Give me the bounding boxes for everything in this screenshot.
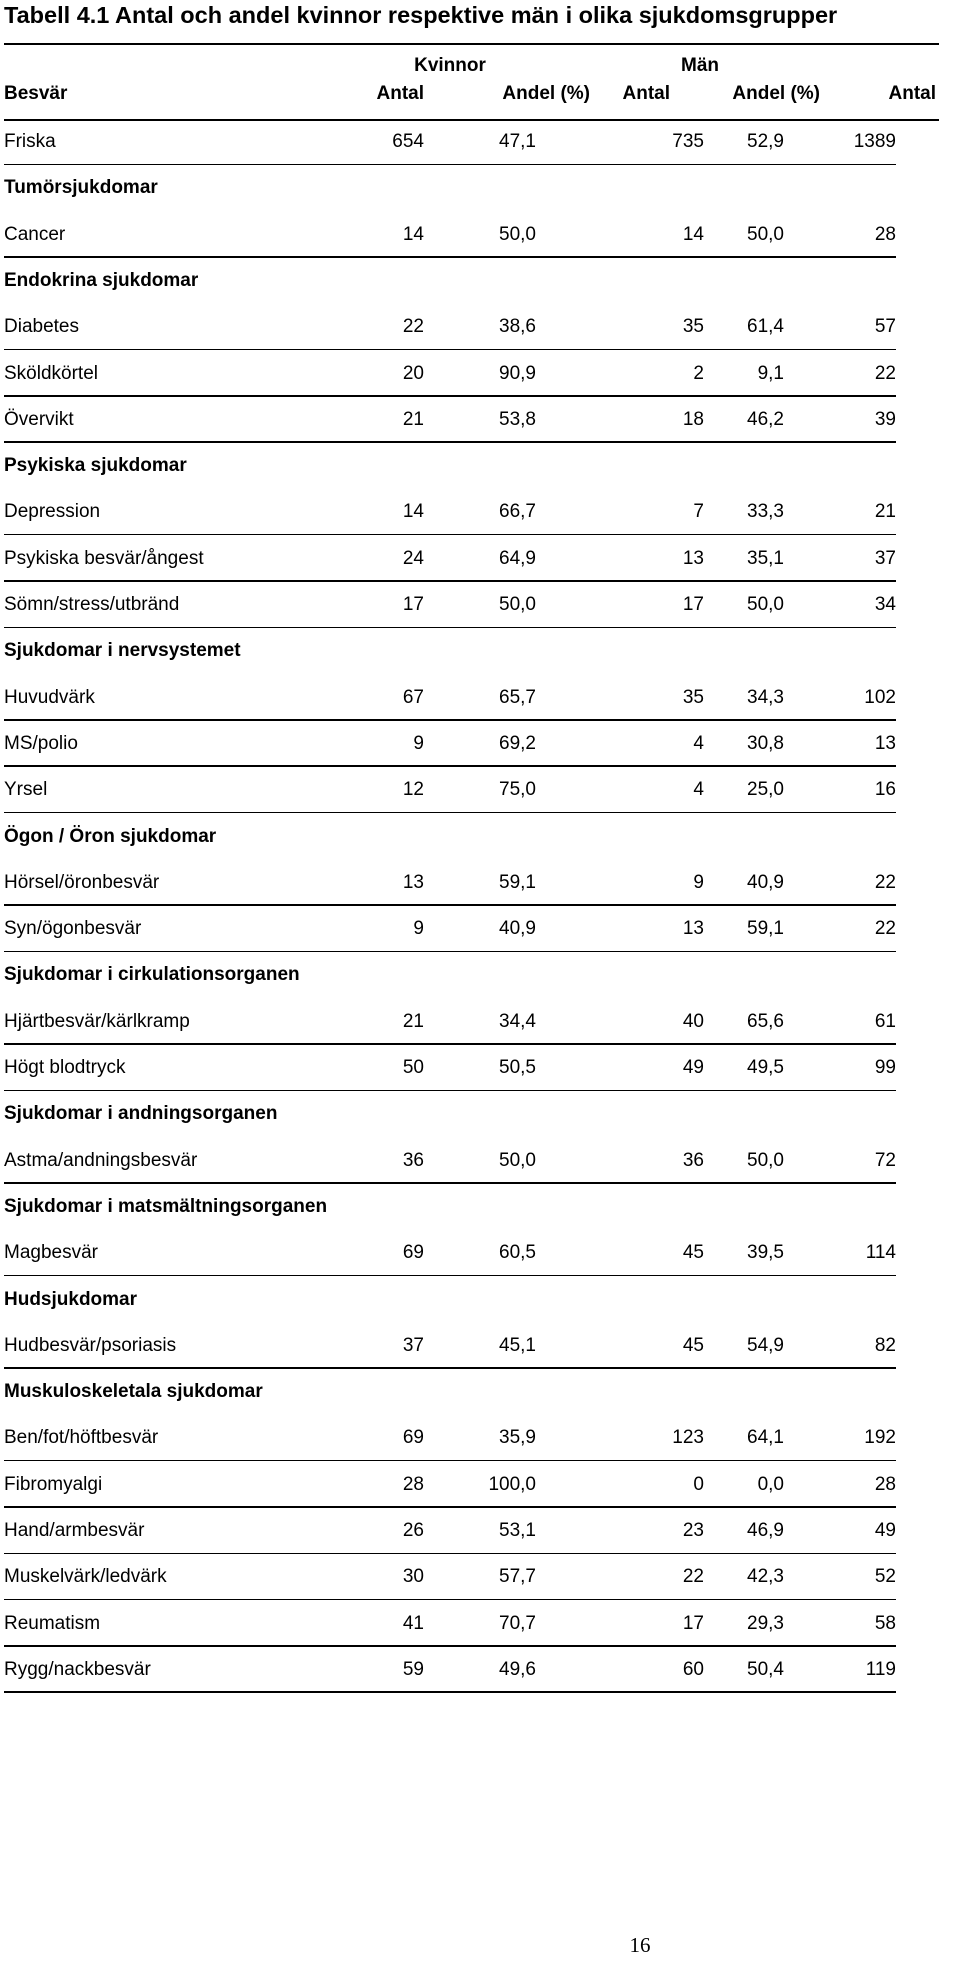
cell-antal-kvinnor: 36 — [402, 1149, 424, 1171]
cell-antal-kvinnor: 14 — [402, 501, 424, 523]
header-antal-man: Antal — [622, 83, 670, 104]
cell-andel-man: 30,8 — [747, 732, 784, 754]
cell-andel-kvinnor: 53,8 — [499, 408, 536, 430]
header-antal-total: Antal — [888, 83, 936, 104]
table-row — [0, 1647, 960, 1693]
category-label: Sjukdomar i andningsorganen — [4, 1103, 278, 1125]
cell-antal-man: 23 — [682, 1520, 704, 1541]
header-andel-man: Andel (%) — [732, 83, 820, 104]
cell-antal-total: 99 — [874, 1057, 896, 1078]
cell-antal-total: 13 — [874, 732, 896, 754]
category-label: Ögon / Öron sjukdomar — [4, 825, 217, 847]
cell-andel-man: 35,1 — [747, 547, 784, 569]
cell-antal-man: 13 — [682, 918, 704, 940]
row-label: Cancer — [4, 223, 66, 245]
cell-andel-man: 64,1 — [747, 1427, 784, 1449]
category-row — [0, 628, 960, 674]
cell-antal-kvinnor: 24 — [402, 547, 424, 569]
row-label: Hörsel/öronbesvär — [4, 871, 160, 893]
cell-antal-kvinnor: 17 — [402, 594, 424, 615]
cell-antal-man: 4 — [693, 732, 704, 754]
table-row — [0, 304, 960, 350]
cell-antal-kvinnor: 14 — [402, 223, 424, 245]
header-andel-kvinnor: Andel (%) — [502, 83, 590, 104]
cell-antal-man: 7 — [693, 501, 704, 523]
cell-antal-man: 123 — [672, 1427, 704, 1449]
cell-antal-total: 114 — [865, 1242, 896, 1264]
category-label: Sjukdomar i cirkulationsorganen — [4, 964, 300, 986]
row-label: Reumatism — [4, 1612, 101, 1634]
row-label: Friska — [4, 131, 56, 152]
cell-andel-man: 50,0 — [747, 1149, 784, 1171]
row-label: Fibromyalgi — [4, 1473, 103, 1495]
header-antal-kvinnor: Antal — [376, 83, 424, 104]
table-row — [0, 1601, 960, 1647]
table-row — [0, 397, 960, 443]
header-group-man: Män — [681, 55, 719, 76]
cell-andel-man: 65,6 — [747, 1010, 784, 1032]
table-row — [0, 351, 960, 397]
cell-antal-man: 0 — [693, 1473, 704, 1495]
cell-andel-man: 34,3 — [747, 686, 784, 708]
cell-antal-total: 1389 — [853, 131, 896, 152]
table-row — [0, 999, 960, 1045]
title-rule — [4, 43, 939, 45]
cell-antal-man: 17 — [682, 1612, 704, 1634]
cell-antal-kvinnor: 67 — [402, 686, 424, 708]
cell-andel-kvinnor: 65,7 — [499, 686, 536, 708]
cell-andel-man: 54,9 — [747, 1334, 784, 1356]
cell-andel-kvinnor: 47,1 — [499, 131, 536, 152]
cell-antal-total: 61 — [874, 1010, 896, 1032]
row-label: Psykiska besvär/ångest — [4, 547, 204, 569]
cell-andel-kvinnor: 50,0 — [499, 594, 536, 615]
table-row — [0, 906, 960, 952]
table-row — [0, 582, 960, 628]
cell-antal-kvinnor: 37 — [402, 1334, 424, 1356]
table-row — [0, 767, 960, 813]
cell-andel-kvinnor: 50,5 — [499, 1057, 536, 1078]
cell-antal-man: 17 — [682, 594, 704, 615]
cell-antal-kvinnor: 654 — [392, 131, 424, 152]
cell-andel-kvinnor: 75,0 — [499, 779, 536, 801]
row-label: Muskelvärk/ledvärk — [4, 1566, 167, 1588]
cell-antal-man: 49 — [682, 1057, 704, 1078]
category-label: Sjukdomar i nervsystemet — [4, 640, 241, 662]
cell-antal-total: 34 — [874, 594, 896, 615]
row-label: MS/polio — [4, 732, 78, 754]
cell-antal-kvinnor: 69 — [402, 1427, 424, 1449]
category-row — [0, 1091, 960, 1137]
row-label: Hudbesvär/psoriasis — [4, 1334, 177, 1356]
category-row — [0, 165, 960, 211]
category-row — [0, 814, 960, 860]
cell-andel-man: 33,3 — [747, 501, 784, 523]
category-row — [0, 443, 960, 489]
table-row — [0, 721, 960, 767]
cell-antal-man: 36 — [682, 1149, 704, 1171]
cell-andel-kvinnor: 64,9 — [499, 547, 536, 569]
cell-antal-total: 119 — [865, 1658, 896, 1680]
cell-antal-kvinnor: 9 — [413, 732, 424, 754]
table-row — [0, 1230, 960, 1276]
row-label: Hand/armbesvär — [4, 1520, 145, 1541]
row-label: Rygg/nackbesvär — [4, 1658, 151, 1680]
cell-antal-man: 45 — [682, 1242, 704, 1264]
category-label: Tumörsjukdomar — [4, 177, 158, 199]
table-row — [0, 1462, 960, 1508]
row-label: Huvudvärk — [4, 686, 95, 708]
row-label: Hjärtbesvär/kärlkramp — [4, 1010, 190, 1032]
cell-andel-kvinnor: 100,0 — [488, 1473, 536, 1495]
cell-antal-total: 49 — [874, 1520, 896, 1541]
cell-antal-man: 45 — [682, 1334, 704, 1356]
cell-andel-man: 46,2 — [747, 408, 784, 430]
cell-andel-man: 40,9 — [747, 871, 784, 893]
cell-antal-man: 35 — [682, 316, 704, 338]
cell-antal-total: 52 — [874, 1566, 896, 1588]
cell-andel-man: 59,1 — [747, 918, 784, 940]
cell-andel-kvinnor: 50,0 — [499, 1149, 536, 1171]
table-row — [0, 1415, 960, 1461]
table-row — [0, 1554, 960, 1600]
cell-andel-man: 0,0 — [757, 1473, 784, 1495]
header-besvar: Besvär — [4, 83, 68, 104]
cell-andel-man: 46,9 — [747, 1520, 784, 1541]
cell-andel-kvinnor: 35,9 — [499, 1427, 536, 1449]
cell-antal-total: 72 — [874, 1149, 896, 1171]
cell-andel-kvinnor: 69,2 — [499, 732, 536, 754]
header-group-kvinnor: Kvinnor — [414, 55, 486, 76]
cell-andel-kvinnor: 49,6 — [499, 1658, 536, 1680]
cell-antal-kvinnor: 22 — [402, 316, 424, 338]
row-label: Sköldkörtel — [4, 362, 98, 384]
cell-andel-kvinnor: 66,7 — [499, 501, 536, 523]
category-label: Endokrina sjukdomar — [4, 269, 199, 291]
cell-antal-total: 28 — [874, 1473, 896, 1495]
row-label: Magbesvär — [4, 1242, 98, 1264]
cell-antal-kvinnor: 41 — [402, 1612, 424, 1634]
cell-antal-total: 192 — [864, 1427, 896, 1449]
cell-andel-man: 39,5 — [747, 1242, 784, 1264]
cell-antal-kvinnor: 30 — [402, 1566, 424, 1588]
cell-antal-total: 22 — [874, 871, 896, 893]
cell-antal-total: 22 — [874, 362, 896, 384]
cell-antal-total: 21 — [874, 501, 896, 523]
cell-antal-man: 4 — [693, 779, 704, 801]
cell-antal-total: 58 — [874, 1612, 896, 1634]
cell-antal-man: 40 — [682, 1010, 704, 1032]
cell-antal-man: 22 — [682, 1566, 704, 1588]
cell-antal-man: 9 — [693, 871, 704, 893]
cell-andel-man: 50,0 — [747, 223, 784, 245]
cell-antal-man: 60 — [682, 1658, 704, 1680]
cell-antal-total: 28 — [874, 223, 896, 245]
cell-antal-kvinnor: 26 — [402, 1520, 424, 1541]
row-label: Högt blodtryck — [4, 1057, 126, 1078]
cell-antal-total: 16 — [874, 779, 896, 801]
cell-antal-kvinnor: 13 — [402, 871, 424, 893]
cell-andel-kvinnor: 60,5 — [499, 1242, 536, 1264]
row-divider — [4, 1691, 896, 1693]
row-label: Sömn/stress/utbränd — [4, 594, 180, 615]
category-label: Sjukdomar i matsmältningsorganen — [4, 1195, 328, 1217]
table-row — [0, 1138, 960, 1184]
cell-andel-kvinnor: 53,1 — [499, 1520, 536, 1541]
category-label: Muskuloskeletala sjukdomar — [4, 1381, 263, 1403]
cell-andel-kvinnor: 90,9 — [499, 362, 536, 384]
cell-andel-kvinnor: 59,1 — [499, 871, 536, 893]
cell-antal-total: 57 — [874, 316, 896, 338]
table-row — [0, 119, 960, 165]
cell-antal-kvinnor: 12 — [402, 779, 424, 801]
cell-antal-kvinnor: 21 — [402, 1010, 424, 1032]
cell-antal-total: 82 — [874, 1334, 896, 1356]
cell-antal-man: 735 — [672, 131, 704, 152]
cell-antal-kvinnor: 69 — [402, 1242, 424, 1264]
cell-andel-man: 50,4 — [747, 1658, 784, 1680]
cell-andel-kvinnor: 40,9 — [499, 918, 536, 940]
cell-antal-total: 102 — [864, 686, 896, 708]
row-label: Yrsel — [4, 779, 48, 801]
cell-andel-man: 9,1 — [757, 362, 784, 384]
cell-andel-man: 52,9 — [747, 131, 784, 152]
cell-andel-kvinnor: 38,6 — [499, 316, 536, 338]
table-row — [0, 860, 960, 906]
cell-andel-kvinnor: 50,0 — [499, 223, 536, 245]
cell-andel-man: 42,3 — [747, 1566, 784, 1588]
table-row — [0, 489, 960, 535]
category-row — [0, 1277, 960, 1323]
cell-andel-kvinnor: 45,1 — [499, 1334, 536, 1356]
row-label: Diabetes — [4, 316, 79, 338]
cell-antal-man: 35 — [682, 686, 704, 708]
cell-andel-man: 61,4 — [747, 316, 784, 338]
cell-antal-kvinnor: 50 — [402, 1057, 424, 1078]
row-label: Övervikt — [4, 408, 74, 430]
cell-andel-man: 50,0 — [747, 594, 784, 615]
cell-andel-kvinnor: 57,7 — [499, 1566, 536, 1588]
cell-andel-kvinnor: 34,4 — [499, 1010, 536, 1032]
cell-antal-kvinnor: 59 — [402, 1658, 424, 1680]
table-row — [0, 1323, 960, 1369]
cell-antal-total: 22 — [874, 918, 896, 940]
category-row — [0, 952, 960, 998]
table-row — [0, 1508, 960, 1554]
table-row — [0, 212, 960, 258]
page-number: 16 — [629, 1933, 651, 1957]
table-row — [0, 675, 960, 721]
cell-antal-kvinnor: 28 — [402, 1473, 424, 1495]
category-label: Hudsjukdomar — [4, 1288, 138, 1310]
cell-andel-man: 25,0 — [747, 779, 784, 801]
cell-andel-kvinnor: 70,7 — [499, 1612, 536, 1634]
row-label: Astma/andningsbesvär — [4, 1149, 198, 1171]
category-row — [0, 1369, 960, 1415]
category-row — [0, 1184, 960, 1230]
category-label: Psykiska sjukdomar — [4, 455, 187, 477]
cell-antal-man: 2 — [693, 362, 704, 384]
cell-andel-man: 29,3 — [747, 1612, 784, 1634]
table-row — [0, 536, 960, 582]
cell-antal-total: 39 — [874, 408, 896, 430]
cell-antal-man: 13 — [682, 547, 704, 569]
cell-antal-man: 18 — [682, 408, 704, 430]
cell-antal-kvinnor: 20 — [402, 362, 424, 384]
cell-antal-total: 37 — [874, 547, 896, 569]
row-label: Ben/fot/höftbesvär — [4, 1427, 159, 1449]
row-label: Syn/ögonbesvär — [4, 918, 142, 940]
category-row — [0, 258, 960, 304]
cell-antal-man: 14 — [682, 223, 704, 245]
cell-andel-man: 49,5 — [747, 1057, 784, 1078]
cell-antal-kvinnor: 9 — [413, 918, 424, 940]
table-row — [0, 1045, 960, 1091]
cell-antal-kvinnor: 21 — [402, 408, 424, 430]
row-label: Depression — [4, 501, 101, 523]
table-title: Tabell 4.1 Antal och andel kvinnor respektive män i olika sjukdomsgrupper — [4, 2, 838, 28]
